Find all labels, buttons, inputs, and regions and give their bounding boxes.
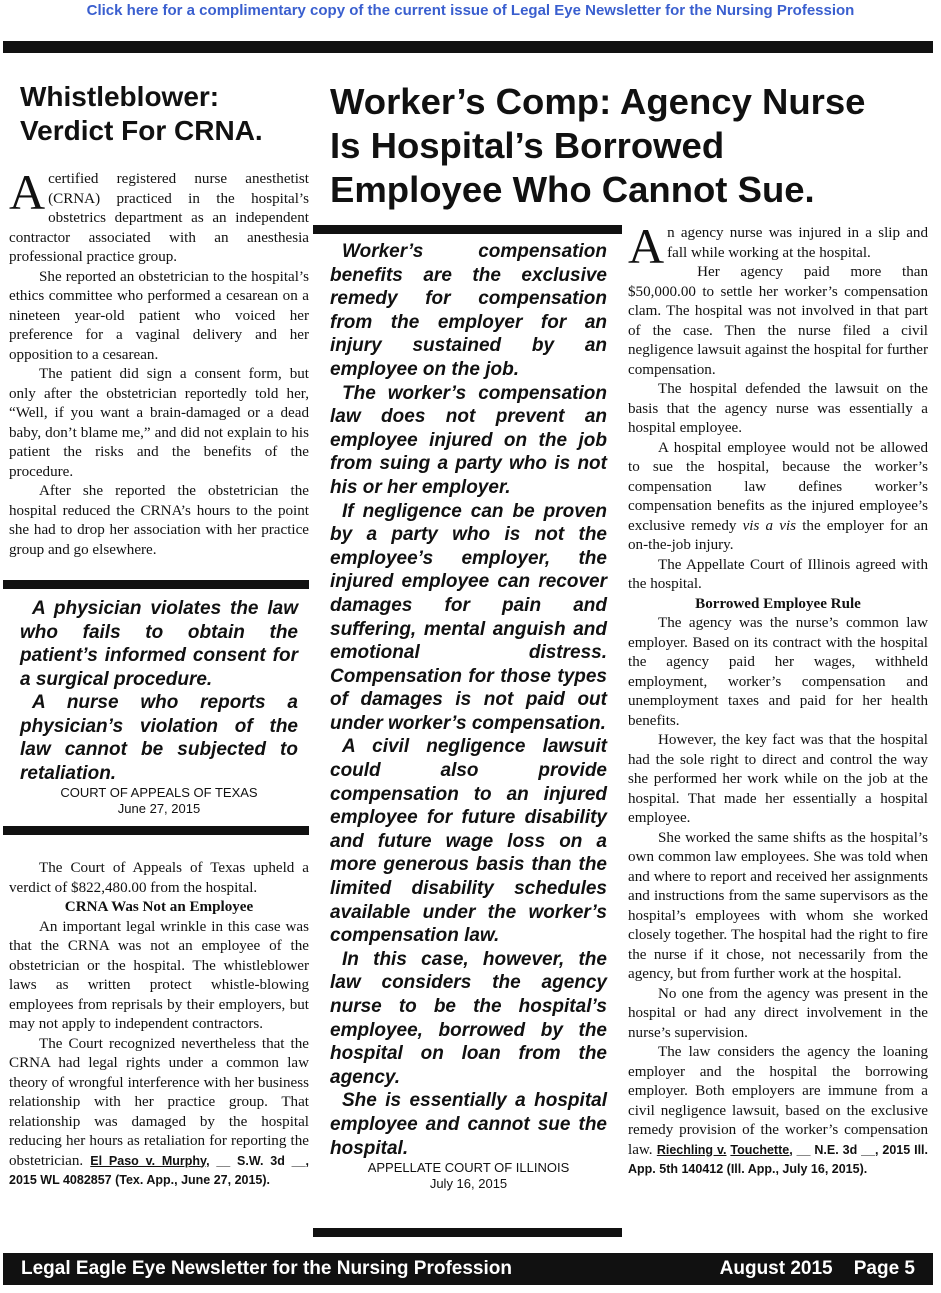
main-headline-line-3: Employee Who Cannot Sue.: [330, 169, 815, 210]
left-summary-top-rule: [3, 580, 309, 589]
left-court-date: June 27, 2015: [117, 801, 201, 816]
footer-bar: [3, 1253, 933, 1285]
main-court-date: July 16, 2015: [429, 1176, 508, 1192]
left-dropcap: A: [9, 164, 46, 220]
left-headline-line-2: Verdict For CRNA.: [20, 115, 263, 146]
footer-newsletter-title: Legal Eagle Eye Newsletter for the Nursing Profession: [21, 1258, 512, 1279]
left-summary-bottom-rule: [3, 826, 309, 835]
main-citation: Riechling v. Touchette, __ N.E. 3d __, 2015 Ill. App. 5th 140412 (Ill. App., July 16, 2015).: [628, 1142, 929, 1176]
main-subhead: Borrowed Employee Rule: [695, 595, 861, 612]
main-headline-line-1: Worker’s Comp: Agency Nurse: [330, 81, 866, 122]
left-summary-box: A physician violates the law who fails to obtain the patient’s informed consent for a surgical procedure. A nurse who reports a physician’s violation of the law cannot be subjected to retaliation. COURT OF APPEALS OF TEXAS June 27, 2015: [20, 598, 298, 816]
main-summary-box: Worker’s compensation benefits are the exclusive remedy for compensation from the employer for an injury sustained by an employee on the job. The worker’s compensation law does not prevent an employee injured on the job from suing a party who is not his or her employer. If negligence can be proven by a party who is not the employee’s employer, the injured employee can recover damages for pain and suffering, mental anguish and emotional distress. Compensation for those types of damages is not paid out under worker’s compensation. A civil negligence lawsuit could also provide compensation to an injured employee for future disability and future wage loss on a more generous basis than the limited disability schedules available under the worker’s compensation law. In this case, however, the law considers the agency nurse to be the hospital’s employee, borrowed by the hospital on loan from the agency. She is essentially a hospital employee and cannot sue the hospital. APPELLATE COURT OF ILLINOIS July 16, 2015: [330, 241, 607, 1192]
left-article-intro: Acertified registered nurse anesthetist (CRNA) practiced in the hospital’s obstetrics department as an independent contractor associated with an anesthesia professional practice group. She reported an obstetrician to the hospital’s ethics committee who performed a cesarean on a nineteen year-old patient who voiced her preference for a vaginal delivery and her opposition to a cesarean. The patient did sign a consent form, but only after the obstetrician reportedly told her, “Well, if you want a brain-damaged or a dead baby, don’t blame me,” and did not explain to his patient the risks and the benefits of the procedure. After she reported the obstetrician the hospital reduced the CRNA’s hours to the point she had to drop her association with her practice group and go elsewhere.: [9, 164, 309, 558]
left-citation: El Paso v. Murphy, __ S.W. 3d __, 2015 WL 4082857 (Tex. App., June 27, 2015).: [9, 1153, 310, 1187]
left-court-name: COURT OF APPEALS OF TEXAS: [60, 785, 258, 800]
left-subhead: CRNA Was Not an Employee: [64, 899, 254, 915]
mid-summary-bottom-rule: [313, 1228, 622, 1237]
main-court-name: APPELLATE COURT OF ILLINOIS: [367, 1160, 570, 1176]
top-rule: [3, 41, 933, 53]
complimentary-copy-link[interactable]: Click here for a complimentary copy of the current issue of Legal Eye Newsletter for the Nursing Profession: [86, 2, 855, 19]
left-headline-line-1: Whistleblower:: [20, 81, 220, 112]
mid-summary-top-rule: [313, 225, 622, 234]
left-headline: [20, 80, 310, 148]
main-headline: [330, 80, 930, 212]
main-article-body: An agency nurse was injured in a slip and fall while working at the hospital. Her agency paid more than $50,000.00 to settle her worker’s compensation clam. The hospital was not involved in that part of the case. Then the nurse filed a civil negligence lawsuit against the hospital for further compensation. The hospital defended the lawsuit on the basis that the agency nurse was essentially a hospital employee. A hospital employee would not be allowed to sue the hospital, because the worker’s compensation law defines worker’s compensation benefits as the injured employee’s exclusive remedy vis a vis the employer for an on-the-job injury. The Appellate Court of Illinois agreed with the hospital. Borrowed Employee Rule The agency was the nurse’s common law employer. Based on its contract with the hospital the agency paid her wages, withheld employment, worker’s compensation and unemployment taxes and paid for her health benefits. However, the key fact was that the hospital had the sole right to direct and control the way she performed her work while on the job at the hospital. That made her essentially a hospital employee. She worked the same shifts as the hospital’s own common law employees. She was told when and where to report and received her assignments and instructions from the same supervisors as the hospital’s employees with whom she worked closely together. The hospital had the right to fire the nurse if it chose, not necessarily from the agency, but from further work at the hospital. No one from the agency was present in the hospital or had any direct involvement in the nurse’s supervision. The law considers the agency the loaning employer and the hospital the borrowing employer. Both employers are immune from a civil negligence lawsuit, based on the exclusive remedy provision of the worker’s compensation law. Riechling v. Touchette, __ N.E. 3d __, 2015 Ill. App. 5th 140412 (Ill. App., July 16, 2015).: [628, 218, 929, 1176]
main-headline-line-2: Is Hospital’s Borrowed: [330, 125, 725, 166]
left-article-body: The Court of Appeals of Texas upheld a verdict of $822,480.00 from the hospital. CRNA Was Not an Employee An important legal wrinkle in this case was that the CRNA was not an employee of the obstetrician or the hospital. The whistleblower laws as written protect whistle-blowing employees from reprisals by their employers, but may not apply to independent contractors. The Court recognized nevertheless that the CRNA had legal rights under a common law theory of wrongful interference with her business relationship with her practice group. That relationship was damaged by the hospital reducing her hours as retaliation for reporting the obstetrician. El Paso v. Murphy, __ S.W. 3d __, 2015 WL 4082857 (Tex. App., June 27, 2015).: [9, 860, 310, 1187]
footer-issue-page: August 2015 Page 5: [719, 1258, 915, 1279]
main-dropcap: A: [628, 218, 665, 274]
